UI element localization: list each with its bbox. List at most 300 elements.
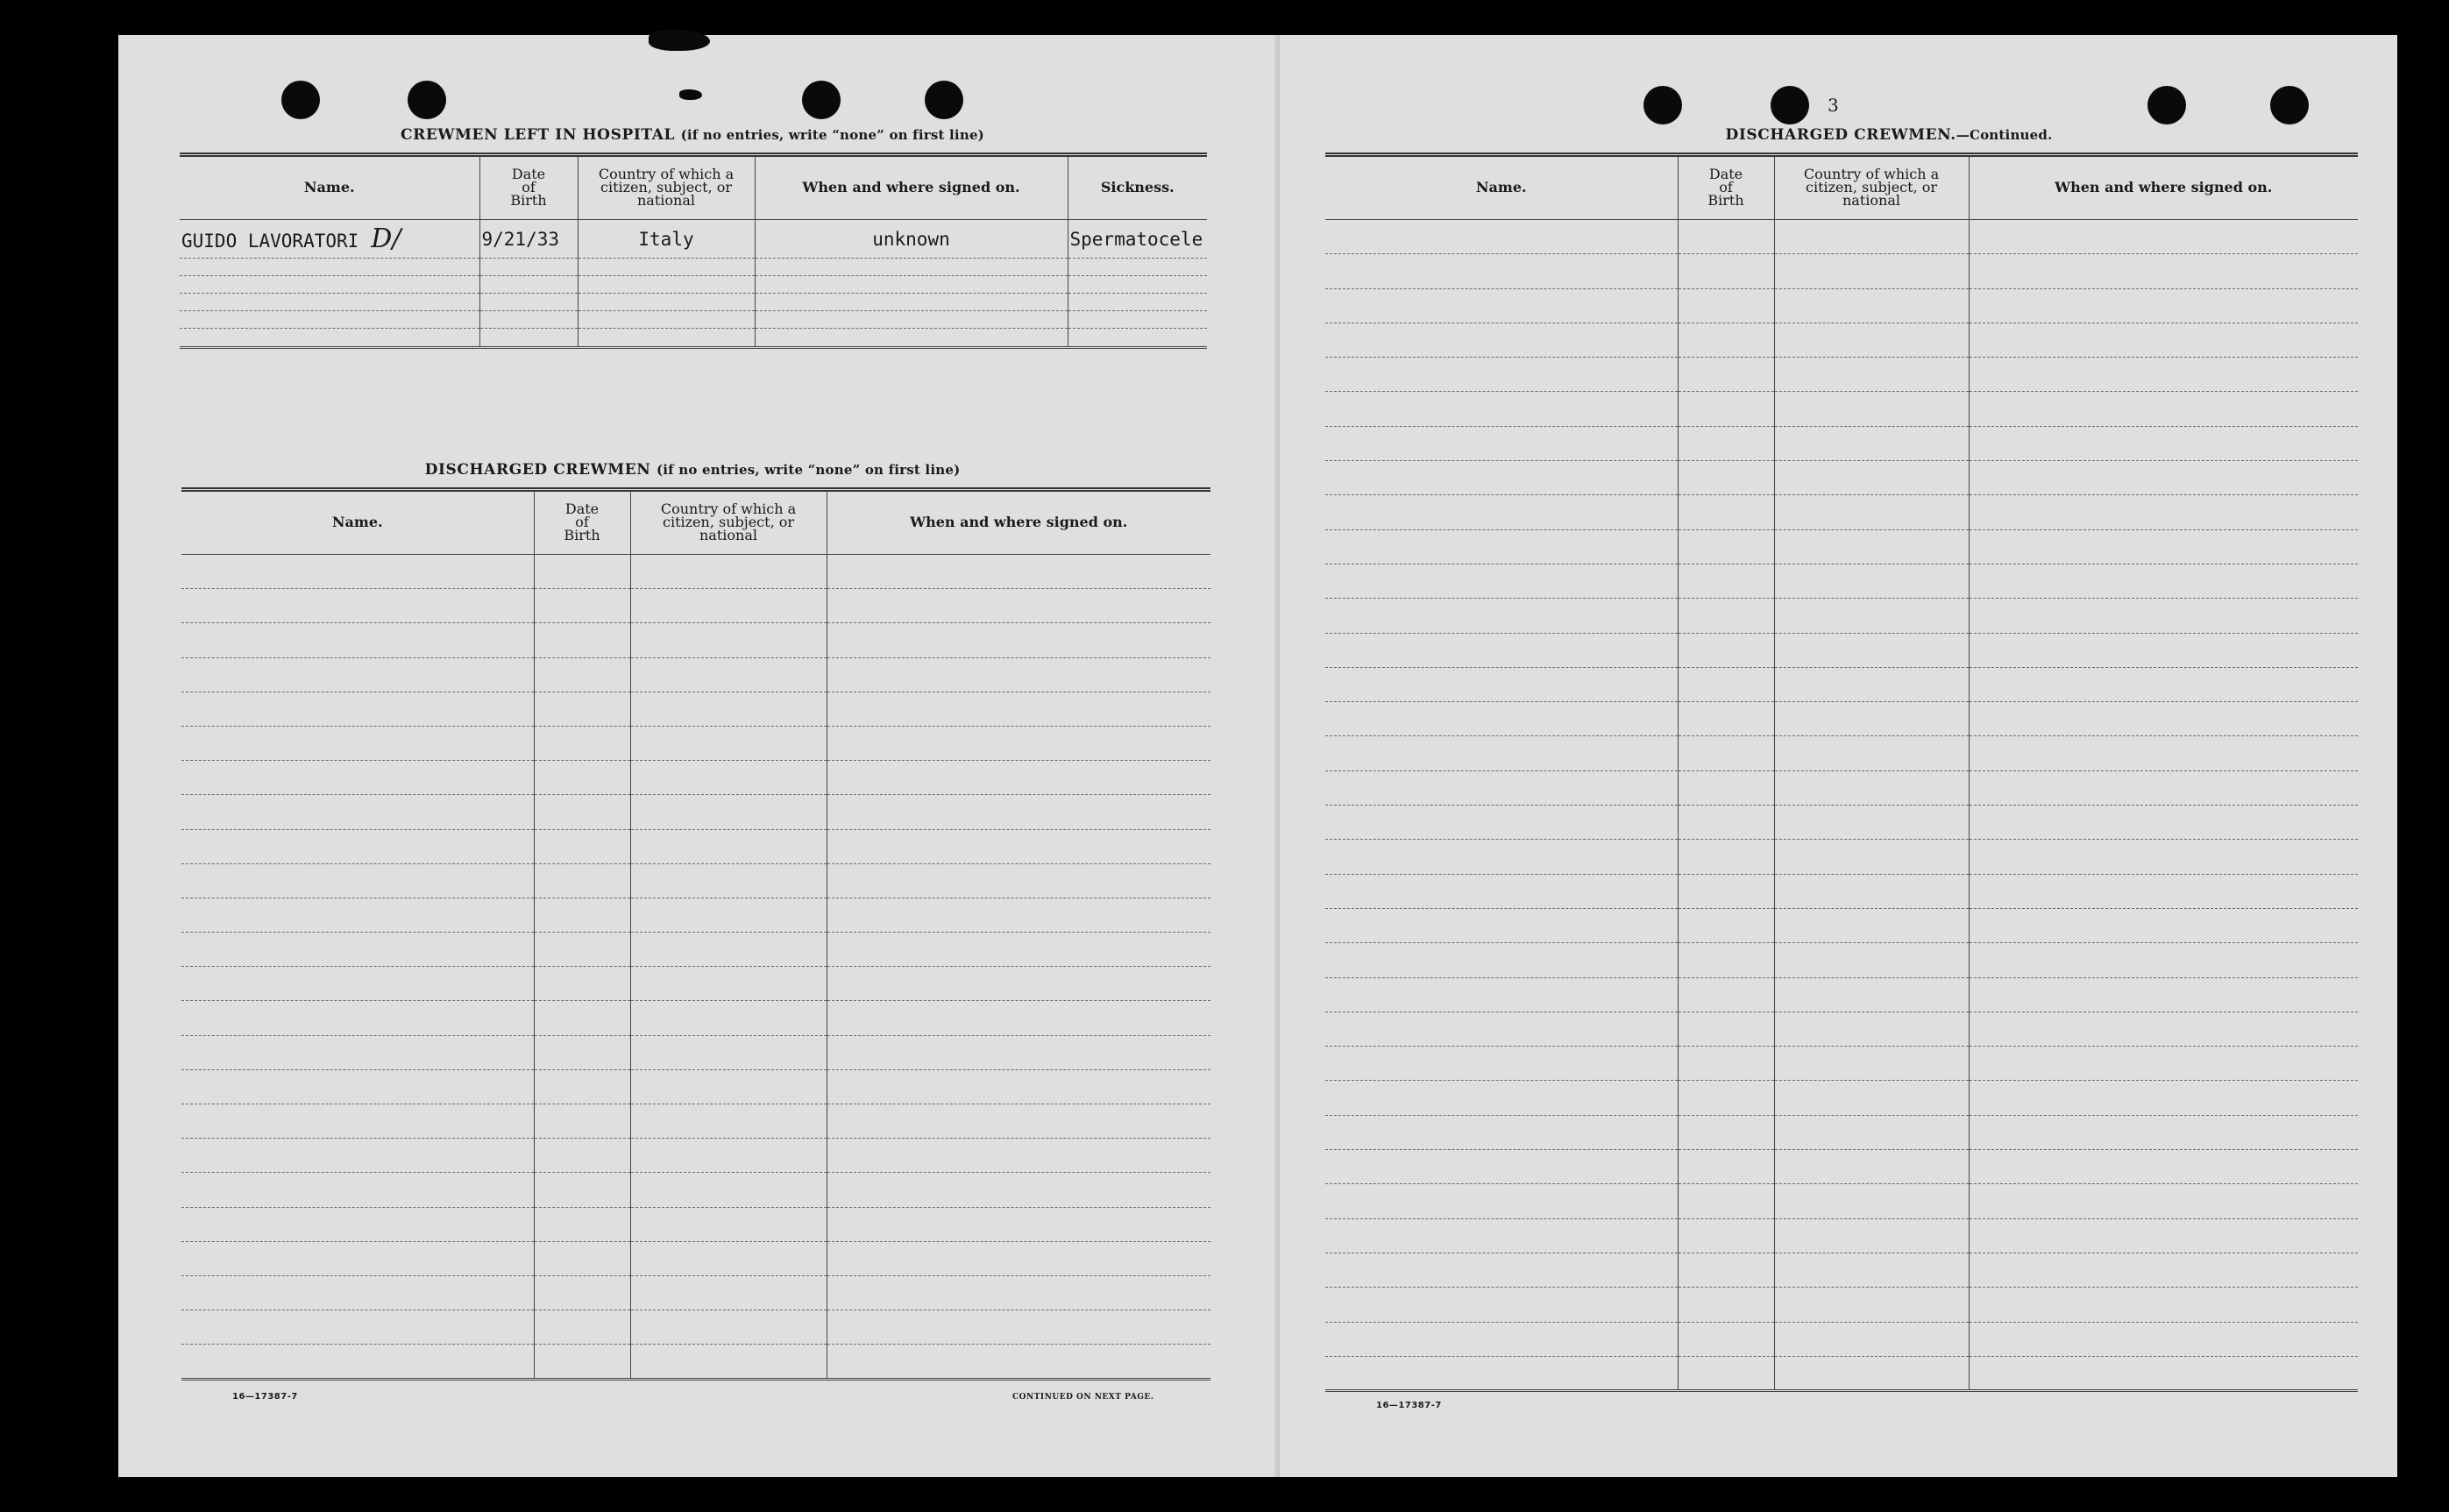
blank-cell — [1969, 461, 2358, 495]
table-row — [181, 795, 1210, 829]
blank-cell — [1325, 288, 1678, 323]
page-number: 3 — [1828, 95, 1839, 116]
blank-cell — [1969, 1012, 2358, 1046]
right-section-title — [1315, 126, 2358, 144]
blank-cell — [181, 657, 534, 692]
blank-cell — [1969, 1322, 2358, 1356]
punch-hole — [2147, 86, 2186, 124]
table-row — [181, 726, 1210, 760]
blank-cell — [1969, 736, 2358, 770]
blank-cell — [1325, 1047, 1678, 1081]
punch-hole — [408, 81, 446, 119]
table-row — [181, 1345, 1210, 1379]
blank-cell — [534, 1001, 630, 1035]
table-row — [1325, 564, 2358, 598]
blank-cell — [1774, 1356, 1969, 1390]
blank-cell — [1969, 392, 2358, 426]
blank-cell — [534, 933, 630, 967]
blank-cell — [181, 1104, 534, 1139]
blank-cell — [1969, 1150, 2358, 1184]
table-row — [181, 863, 1210, 898]
form-code: 16—17387-7 — [232, 1392, 298, 1402]
blank-cell — [181, 863, 534, 898]
table-row — [1325, 1115, 2358, 1149]
hospital-table — [180, 153, 1207, 349]
blank-cell — [1969, 1218, 2358, 1253]
blank-cell — [534, 1035, 630, 1069]
blank-cell — [181, 1173, 534, 1207]
blank-cell — [827, 967, 1210, 1001]
discharged-continued-table — [1325, 153, 2358, 1392]
table-row — [181, 1173, 1210, 1207]
blank-cell — [1678, 1322, 1774, 1356]
blank-cell — [1969, 529, 2358, 564]
col-header-signed: When and where signed on. — [1969, 155, 2358, 220]
blank-cell — [1774, 1253, 1969, 1287]
blank-cell — [827, 1241, 1210, 1275]
blank-cell — [1774, 564, 1969, 598]
blank-cell — [1774, 977, 1969, 1012]
blank-cell — [1774, 1081, 1969, 1115]
table-row — [1325, 977, 2358, 1012]
blank-cell — [1969, 633, 2358, 667]
table-row — [1325, 1288, 2358, 1322]
blank-cell — [1678, 358, 1774, 392]
table-row — [1325, 1356, 2358, 1390]
blank-cell — [827, 1207, 1210, 1241]
blank-cell — [630, 1104, 827, 1139]
blank-cell — [827, 1139, 1210, 1173]
table-row — [181, 1241, 1210, 1275]
table-row — [1325, 874, 2358, 908]
blank-cell — [534, 657, 630, 692]
col-header-country: Country of which a citizen, subject, or national — [630, 490, 827, 555]
table-row — [1325, 702, 2358, 736]
table-row — [181, 761, 1210, 795]
blank-cell — [534, 967, 630, 1001]
table-row — [181, 933, 1210, 967]
table-row — [1325, 840, 2358, 874]
blank-cell — [1325, 908, 1678, 942]
blank-cell — [1678, 564, 1774, 598]
cell-country: Italy — [578, 220, 755, 259]
blank-cell — [1774, 736, 1969, 770]
blank-cell — [1969, 426, 2358, 460]
blank-cell — [1325, 426, 1678, 460]
blank-cell — [1969, 874, 2358, 908]
blank-cell — [1969, 1115, 2358, 1149]
blank-cell — [630, 589, 827, 623]
table-row — [180, 276, 1207, 294]
blank-cell — [1678, 1150, 1774, 1184]
table-row — [181, 1069, 1210, 1104]
blank-cell — [534, 863, 630, 898]
blank-cell — [827, 1345, 1210, 1379]
blank-cell — [1325, 943, 1678, 977]
table-row — [1325, 1184, 2358, 1218]
col-header-dob: Date of Birth — [479, 155, 578, 220]
blank-cell — [630, 1035, 827, 1069]
table-row — [1325, 667, 2358, 701]
blank-cell — [630, 967, 827, 1001]
table-row — [180, 329, 1207, 348]
blank-cell — [181, 726, 534, 760]
blank-cell — [1678, 1218, 1774, 1253]
blank-cell — [534, 1310, 630, 1345]
blank-cell — [1774, 770, 1969, 805]
table-row — [181, 657, 1210, 692]
blank-cell — [181, 1069, 534, 1104]
blank-cell — [181, 1207, 534, 1241]
blank-cell — [181, 1001, 534, 1035]
blank-cell — [534, 1345, 630, 1379]
table-row — [181, 1275, 1210, 1310]
table-row — [1325, 599, 2358, 633]
blank-cell — [1325, 392, 1678, 426]
blank-cell — [534, 692, 630, 726]
blank-cell — [1774, 1150, 1969, 1184]
blank-cell — [630, 555, 827, 589]
blank-cell — [1774, 220, 1969, 254]
table-row — [181, 1207, 1210, 1241]
blank-cell — [1969, 495, 2358, 529]
table-row — [180, 294, 1207, 311]
blank-cell — [1774, 495, 1969, 529]
blank-cell — [1774, 667, 1969, 701]
blank-cell — [1774, 358, 1969, 392]
blank-cell — [181, 1139, 534, 1173]
table-row — [180, 311, 1207, 329]
blank-cell — [181, 692, 534, 726]
blank-cell — [630, 829, 827, 863]
left-page — [118, 35, 1280, 1477]
continued-note: CONTINUED ON NEXT PAGE. — [1012, 1393, 1154, 1402]
blank-cell — [1325, 1322, 1678, 1356]
discharged-title-text: DISCHARGED CREWMEN — [424, 461, 651, 479]
blank-cell — [1969, 977, 2358, 1012]
table-row — [1325, 1081, 2358, 1115]
blank-cell — [1678, 1356, 1774, 1390]
blank-cell — [1969, 323, 2358, 357]
blank-cell — [827, 726, 1210, 760]
blank-cell — [630, 1173, 827, 1207]
table-row — [1325, 254, 2358, 288]
hospital-section-title — [180, 126, 1205, 144]
blank-cell — [630, 1345, 827, 1379]
blank-cell — [1969, 908, 2358, 942]
blank-cell — [1678, 529, 1774, 564]
table-row — [1325, 770, 2358, 805]
table-row — [1325, 1150, 2358, 1184]
col-header-dob: Date of Birth — [1678, 155, 1774, 220]
blank-cell — [1774, 323, 1969, 357]
ink-blot — [679, 89, 702, 100]
blank-cell — [181, 1241, 534, 1275]
blank-cell — [1774, 288, 1969, 323]
blank-cell — [1678, 770, 1774, 805]
blank-cell — [1774, 1184, 1969, 1218]
punch-hole — [281, 81, 320, 119]
blank-cell — [1678, 736, 1774, 770]
blank-cell — [1774, 599, 1969, 633]
blank-cell — [1969, 254, 2358, 288]
blank-cell — [1678, 599, 1774, 633]
blank-cell — [1325, 1253, 1678, 1287]
col-header-signed: When and where signed on. — [827, 490, 1210, 555]
blank-cell — [630, 1241, 827, 1275]
blank-cell — [534, 555, 630, 589]
blank-cell — [630, 1001, 827, 1035]
table-row — [1325, 495, 2358, 529]
blank-cell — [1325, 667, 1678, 701]
blank-cell — [827, 863, 1210, 898]
blank-cell — [827, 589, 1210, 623]
blank-cell — [827, 1310, 1210, 1345]
blank-cell — [827, 829, 1210, 863]
blank-cell — [1678, 1288, 1774, 1322]
blank-cell — [1969, 943, 2358, 977]
punch-hole — [2270, 86, 2309, 124]
blank-cell — [534, 1139, 630, 1173]
col-header-name: Name. — [1325, 155, 1678, 220]
blank-cell — [1678, 1047, 1774, 1081]
col-header-name: Name. — [181, 490, 534, 555]
blank-cell — [630, 1139, 827, 1173]
blank-cell — [827, 1069, 1210, 1104]
blank-cell — [1325, 564, 1678, 598]
ink-blot — [649, 30, 710, 51]
blank-cell — [630, 761, 827, 795]
blank-cell — [181, 795, 534, 829]
blank-cell — [1325, 840, 1678, 874]
blank-cell — [1325, 1115, 1678, 1149]
blank-cell — [1774, 529, 1969, 564]
blank-cell — [1678, 1081, 1774, 1115]
blank-cell — [827, 1001, 1210, 1035]
table-row — [181, 589, 1210, 623]
blank-cell — [1325, 358, 1678, 392]
blank-cell — [534, 589, 630, 623]
blank-cell — [1678, 633, 1774, 667]
blank-cell — [1774, 1322, 1969, 1356]
blank-cell — [1325, 633, 1678, 667]
blank-cell — [181, 1035, 534, 1069]
blank-cell — [181, 967, 534, 1001]
table-row — [1325, 633, 2358, 667]
table-row — [181, 967, 1210, 1001]
punch-hole — [925, 81, 963, 119]
blank-cell — [1678, 1012, 1774, 1046]
blank-cell — [1678, 288, 1774, 323]
blank-cell — [181, 1275, 534, 1310]
blank-cell — [534, 623, 630, 657]
blank-cell — [1678, 874, 1774, 908]
blank-cell — [1774, 840, 1969, 874]
blank-cell — [1325, 1012, 1678, 1046]
blank-cell — [1969, 1356, 2358, 1390]
blank-cell — [1678, 323, 1774, 357]
blank-cell — [534, 1173, 630, 1207]
punch-hole — [1643, 86, 1682, 124]
blank-cell — [1969, 1288, 2358, 1322]
blank-cell — [1678, 840, 1774, 874]
table-row — [1325, 358, 2358, 392]
table-row — [180, 259, 1207, 276]
blank-cell — [1678, 943, 1774, 977]
table-row — [1325, 288, 2358, 323]
blank-cell — [630, 726, 827, 760]
blank-cell — [1678, 392, 1774, 426]
blank-cell — [1678, 426, 1774, 460]
blank-cell — [630, 1069, 827, 1104]
blank-cell — [534, 761, 630, 795]
blank-cell — [534, 1275, 630, 1310]
table-row — [1325, 736, 2358, 770]
blank-cell — [827, 657, 1210, 692]
table-row — [1325, 323, 2358, 357]
blank-cell — [1325, 529, 1678, 564]
blank-cell — [1325, 977, 1678, 1012]
blank-cell — [1969, 1184, 2358, 1218]
blank-cell — [827, 1104, 1210, 1139]
blank-cell — [181, 623, 534, 657]
blank-cell — [1774, 426, 1969, 460]
col-header-name: Name. — [180, 155, 479, 220]
blank-cell — [534, 898, 630, 932]
blank-cell — [827, 795, 1210, 829]
handwritten-initials: D/ — [371, 224, 401, 254]
blank-cell — [1678, 495, 1774, 529]
table-row — [1325, 1047, 2358, 1081]
blank-cell — [630, 863, 827, 898]
blank-cell — [1774, 943, 1969, 977]
blank-cell — [534, 726, 630, 760]
blank-cell — [534, 1104, 630, 1139]
cell-dob: 9/21/33 — [479, 220, 578, 259]
blank-cell — [1678, 254, 1774, 288]
table-row — [180, 220, 1207, 259]
blank-cell — [1969, 770, 2358, 805]
blank-cell — [827, 1035, 1210, 1069]
blank-cell — [630, 1310, 827, 1345]
blank-cell — [1969, 1081, 2358, 1115]
table-row — [1325, 220, 2358, 254]
blank-cell — [630, 933, 827, 967]
cell-sickness: Spermatocele — [1068, 220, 1207, 259]
blank-cell — [1678, 1253, 1774, 1287]
blank-cell — [181, 761, 534, 795]
blank-cell — [630, 795, 827, 829]
blank-cell — [630, 1275, 827, 1310]
table-row — [181, 623, 1210, 657]
blank-cell — [1969, 220, 2358, 254]
blank-cell — [1325, 736, 1678, 770]
blank-cell — [1969, 599, 2358, 633]
table-row — [1325, 1012, 2358, 1046]
table-row — [181, 1001, 1210, 1035]
cell-name — [180, 220, 479, 259]
discharged-section-title — [180, 461, 1205, 479]
blank-cell — [1774, 1218, 1969, 1253]
table-row — [181, 1035, 1210, 1069]
table-row — [1325, 529, 2358, 564]
col-header-sickness: Sickness. — [1068, 155, 1207, 220]
blank-cell — [827, 1173, 1210, 1207]
blank-cell — [534, 795, 630, 829]
blank-cell — [181, 1345, 534, 1379]
blank-cell — [1325, 1218, 1678, 1253]
table-row — [181, 1310, 1210, 1345]
blank-cell — [630, 623, 827, 657]
blank-cell — [1969, 1047, 2358, 1081]
blank-cell — [534, 1241, 630, 1275]
blank-cell — [1678, 1115, 1774, 1149]
blank-cell — [1969, 840, 2358, 874]
crewman-name: GUIDO LAVORATORI — [181, 231, 359, 252]
blank-cell — [1678, 702, 1774, 736]
blank-cell — [827, 933, 1210, 967]
discharged-instruction-text: (if no entries, write “none” on first line) — [656, 462, 961, 478]
blank-cell — [1774, 908, 1969, 942]
blank-cell — [1774, 1115, 1969, 1149]
blank-cell — [827, 692, 1210, 726]
blank-cell — [181, 829, 534, 863]
blank-cell — [1325, 1288, 1678, 1322]
blank-cell — [1774, 806, 1969, 840]
punch-hole — [802, 81, 841, 119]
table-row — [1325, 1218, 2358, 1253]
blank-cell — [1969, 358, 2358, 392]
blank-cell — [534, 1207, 630, 1241]
blank-cell — [1678, 977, 1774, 1012]
blank-cell — [1969, 702, 2358, 736]
blank-cell — [1325, 806, 1678, 840]
blank-cell — [630, 898, 827, 932]
blank-cell — [1774, 392, 1969, 426]
blank-cell — [1325, 254, 1678, 288]
table-row — [1325, 943, 2358, 977]
blank-cell — [181, 1310, 534, 1345]
blank-cell — [1774, 874, 1969, 908]
table-row — [1325, 392, 2358, 426]
right-title-suffix: —Continued. — [1956, 127, 2053, 143]
blank-cell — [630, 657, 827, 692]
blank-cell — [1325, 1081, 1678, 1115]
blank-cell — [181, 898, 534, 932]
blank-cell — [181, 589, 534, 623]
col-header-country: Country of which a citizen, subject, or national — [1774, 155, 1969, 220]
blank-cell — [1678, 1184, 1774, 1218]
blank-cell — [1325, 495, 1678, 529]
table-row — [1325, 908, 2358, 942]
blank-cell — [1325, 874, 1678, 908]
blank-cell — [1774, 1288, 1969, 1322]
blank-cell — [630, 1207, 827, 1241]
blank-cell — [1325, 461, 1678, 495]
col-header-signed: When and where signed on. — [755, 155, 1068, 220]
table-row — [1325, 1253, 2358, 1287]
col-header-dob: Date of Birth — [534, 490, 630, 555]
blank-cell — [1678, 461, 1774, 495]
blank-cell — [1325, 702, 1678, 736]
hospital-instruction-text: (if no entries, write “none” on first line) — [680, 127, 984, 143]
blank-cell — [534, 829, 630, 863]
table-row — [1325, 461, 2358, 495]
blank-cell — [1774, 633, 1969, 667]
blank-cell — [1678, 908, 1774, 942]
right-page — [1280, 35, 2397, 1477]
blank-cell — [1969, 1253, 2358, 1287]
